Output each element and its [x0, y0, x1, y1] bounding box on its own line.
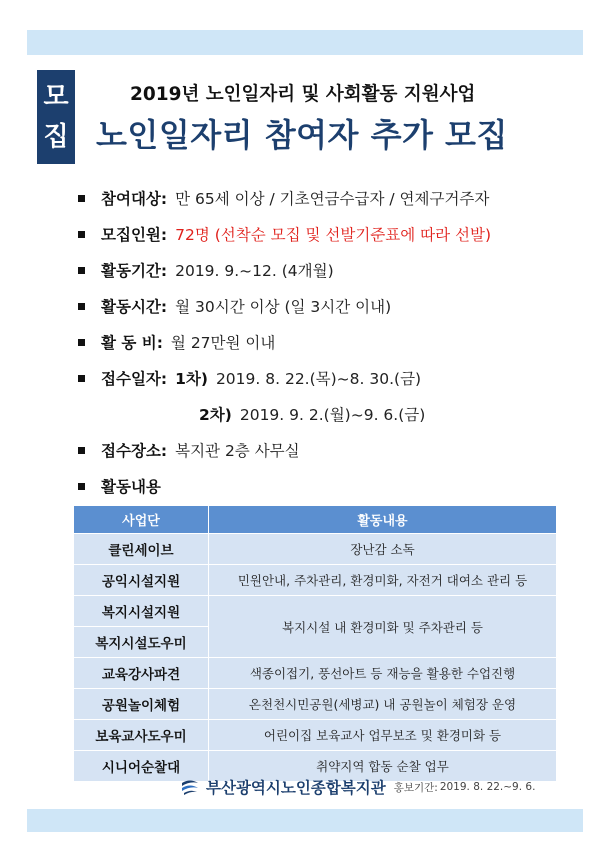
- hours-value: 월 30시간 이상 (일 3시간 이내): [175, 298, 392, 316]
- bottom-band: [27, 809, 583, 832]
- hours-label: 활동시간:: [101, 298, 168, 316]
- org-logo-icon: [180, 777, 200, 797]
- unit-activity: 장난감 소독: [209, 534, 557, 565]
- activities-table: [73, 505, 557, 782]
- info-row-activities: [78, 468, 578, 504]
- table-header-unit: 사업단: [74, 506, 209, 534]
- unit-activity: 취약지역 합동 순찰 업무: [209, 751, 557, 782]
- table-row: [74, 565, 557, 596]
- period-label: 활동기간:: [101, 262, 168, 280]
- apply-round2-value: 2019. 9. 2.(월)~9. 6.(금): [239, 406, 426, 424]
- bullet-icon: [78, 447, 85, 454]
- info-row-recruit: [78, 216, 578, 252]
- apply-round1-label: 1차): [175, 370, 208, 388]
- page-title: 노인일자리 참여자 추가 모집: [96, 116, 508, 154]
- bullet-icon: [78, 339, 85, 346]
- bullet-icon: [78, 375, 85, 382]
- unit-name: 공원놀이체험: [74, 689, 209, 720]
- table-row: [74, 658, 557, 689]
- page-subtitle: 2019년 노인일자리 및 사회활동 지원사업: [130, 84, 476, 105]
- unit-name: 교육강사파견: [74, 658, 209, 689]
- apply-round2-label: 2차): [199, 406, 232, 424]
- place-label: 접수장소:: [101, 442, 168, 460]
- target-label: 참여대상:: [101, 190, 168, 208]
- promo-period: 2019. 8. 22.~9. 6.: [439, 781, 536, 793]
- promo-period-label: 홍보기간:: [393, 781, 438, 794]
- bullet-icon: [78, 195, 85, 202]
- table-row: [74, 534, 557, 565]
- bullet-icon: [78, 267, 85, 274]
- apply-round1-value: 2019. 8. 22.(목)~8. 30.(금): [215, 370, 422, 388]
- info-list: [78, 180, 578, 504]
- unit-name: 복지시설지원: [74, 596, 209, 627]
- unit-activity: 복지시설 내 환경미화 및 주차관리 등: [209, 596, 557, 658]
- target-value: 만 65세 이상 / 기초연금수급자 / 연제구거주자: [175, 190, 490, 208]
- table-row: [74, 689, 557, 720]
- info-row-apply: [78, 360, 578, 396]
- table-header-activity: 활동내용: [209, 506, 557, 534]
- unit-name: 클린세이브: [74, 534, 209, 565]
- bullet-icon: [78, 483, 85, 490]
- top-band: [27, 30, 583, 55]
- info-row-place: [78, 432, 578, 468]
- table-row: [74, 596, 557, 627]
- place-value: 복지관 2층 사무실: [175, 442, 300, 460]
- recruit-tag-top: 모: [43, 82, 69, 112]
- bullet-icon: [78, 303, 85, 310]
- activities-label: 활동내용: [101, 478, 161, 496]
- info-row-target: [78, 180, 578, 216]
- unit-name: 시니어순찰대: [74, 751, 209, 782]
- recruit-value: 72명 (선착순 모집 및 선발기준표에 따라 선발): [175, 226, 492, 244]
- table-header-row: [74, 506, 557, 534]
- info-row-period: [78, 252, 578, 288]
- period-value: 2019. 9.~12. (4개월): [175, 262, 334, 280]
- footer: [180, 776, 535, 798]
- table-row: [74, 720, 557, 751]
- unit-name: 공익시설지원: [74, 565, 209, 596]
- unit-name: 복지시설도우미: [74, 627, 209, 658]
- info-row-fee: [78, 324, 578, 360]
- recruit-tag-bottom: 집: [43, 122, 69, 152]
- unit-activity: 온천천시민공원(세병교) 내 공원놀이 체험장 운영: [209, 689, 557, 720]
- unit-name: 보육교사도우미: [74, 720, 209, 751]
- info-row-hours: [78, 288, 578, 324]
- info-row-apply-round2: [78, 396, 578, 432]
- unit-activity: 민원안내, 주차관리, 환경미화, 자전거 대여소 관리 등: [209, 565, 557, 596]
- unit-activity: 어린이집 보육교사 업무보조 및 환경미화 등: [209, 720, 557, 751]
- fee-value: 월 27만원 이내: [170, 334, 276, 352]
- bullet-icon: [78, 231, 85, 238]
- unit-activity: 색종이접기, 풍선아트 등 재능을 활용한 수업진행: [209, 658, 557, 689]
- apply-label: 접수일자:: [101, 370, 168, 388]
- recruit-tag: [37, 70, 75, 164]
- fee-label: 활 동 비:: [101, 334, 163, 352]
- org-name: 부산광역시노인종합복지관: [206, 779, 386, 797]
- recruit-label: 모집인원:: [101, 226, 168, 244]
